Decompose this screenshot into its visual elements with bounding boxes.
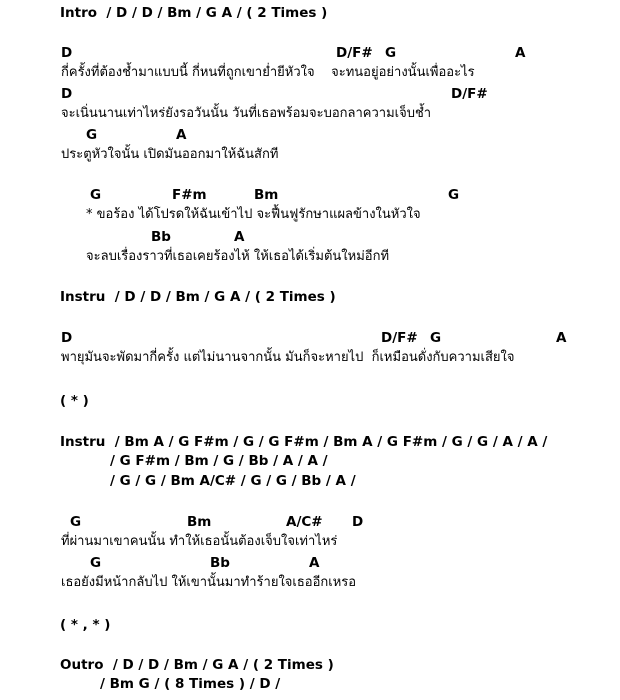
chord: A/C# (286, 514, 323, 530)
chord: G (70, 514, 82, 530)
chord: D (61, 330, 73, 346)
lyric-line: พายุมันจะพัดมากี่ครั้ง แต่ไม่นานจากนั้น มันก็จะหายไป ก็เหมือนดั่งกับความเสียใจ (61, 350, 515, 365)
chord: D (61, 45, 73, 61)
chord: Bm (187, 514, 212, 530)
lyric-line: ที่ผ่านมาเขาคนนั้น ทำให้เธอนั้นต้องเจ็บใจเท่าไหร่ (61, 534, 338, 549)
lyric-line: * ขอร้อง ได้โปรดให้ฉันเข้าไป จะฟื้นฟูรักษาแผลข้างในหัวใจ (86, 207, 421, 222)
instru-line: Instru / D / D / Bm / G A / ( 2 Times ) (60, 289, 336, 305)
lyric-line: ประตูหัวใจนั้น เปิดมันออกมาให้ฉันสักที (61, 147, 279, 162)
instru-line: / G / G / Bm A/C# / G / G / Bb / A / (110, 473, 356, 489)
chord: G (86, 127, 98, 143)
outro-line: / Bm G / ( 8 Times ) / D / (100, 676, 281, 692)
lyric-line: จะเนิ่นนานเท่าไหร่ยังรอวันนั้น วันที่เธอพร้อมจะบอกลาความเจ็บช้ำ (61, 106, 432, 121)
chord: G (90, 555, 102, 571)
chord: Bm (254, 187, 279, 203)
chord: G (448, 187, 460, 203)
repeat-marker: ( * , * ) (60, 617, 111, 633)
chord: D (352, 514, 364, 530)
repeat-marker: ( * ) (60, 393, 89, 409)
chord: Bb (210, 555, 230, 571)
lyric-line: เธอยังมีหน้ากลับไป ให้เขานั้นมาทำร้ายใจเธออีกเหรอ (61, 575, 357, 590)
chord: A (176, 127, 187, 143)
chord: D/F# (451, 86, 488, 102)
chord: F#m (172, 187, 207, 203)
chord: D/F# (381, 330, 418, 346)
lyric-line: จะลบเรื่องราวที่เธอเคยร้องไห้ ให้เธอได้เริ่มต้นใหม่อีกที (86, 249, 390, 264)
outro-line: Outro / D / D / Bm / G A / ( 2 Times ) (60, 657, 334, 673)
intro-line: Intro / D / D / Bm / G A / ( 2 Times ) (60, 5, 328, 21)
chord: A (515, 45, 526, 61)
chord: D/F# (336, 45, 373, 61)
chord: A (234, 229, 245, 245)
chord: A (309, 555, 320, 571)
lyric-line: กี่ครั้งที่ต้องช้ำมาแบบนี้ กี่หนที่ถูกเขาย่ำยีหัวใจ จะทนอยู่อย่างนั้นเพื่ออะไร (61, 65, 475, 80)
chord: Bb (151, 229, 171, 245)
chord: G (385, 45, 397, 61)
instru-line: Instru / Bm A / G F#m / G / G F#m / Bm A / G F#m / G / G / A / A / (60, 434, 548, 450)
chord: D (61, 86, 73, 102)
chord: G (430, 330, 442, 346)
chord: A (556, 330, 567, 346)
instru-line: / G F#m / Bm / G / Bb / A / A / (110, 453, 328, 469)
chord: G (90, 187, 102, 203)
